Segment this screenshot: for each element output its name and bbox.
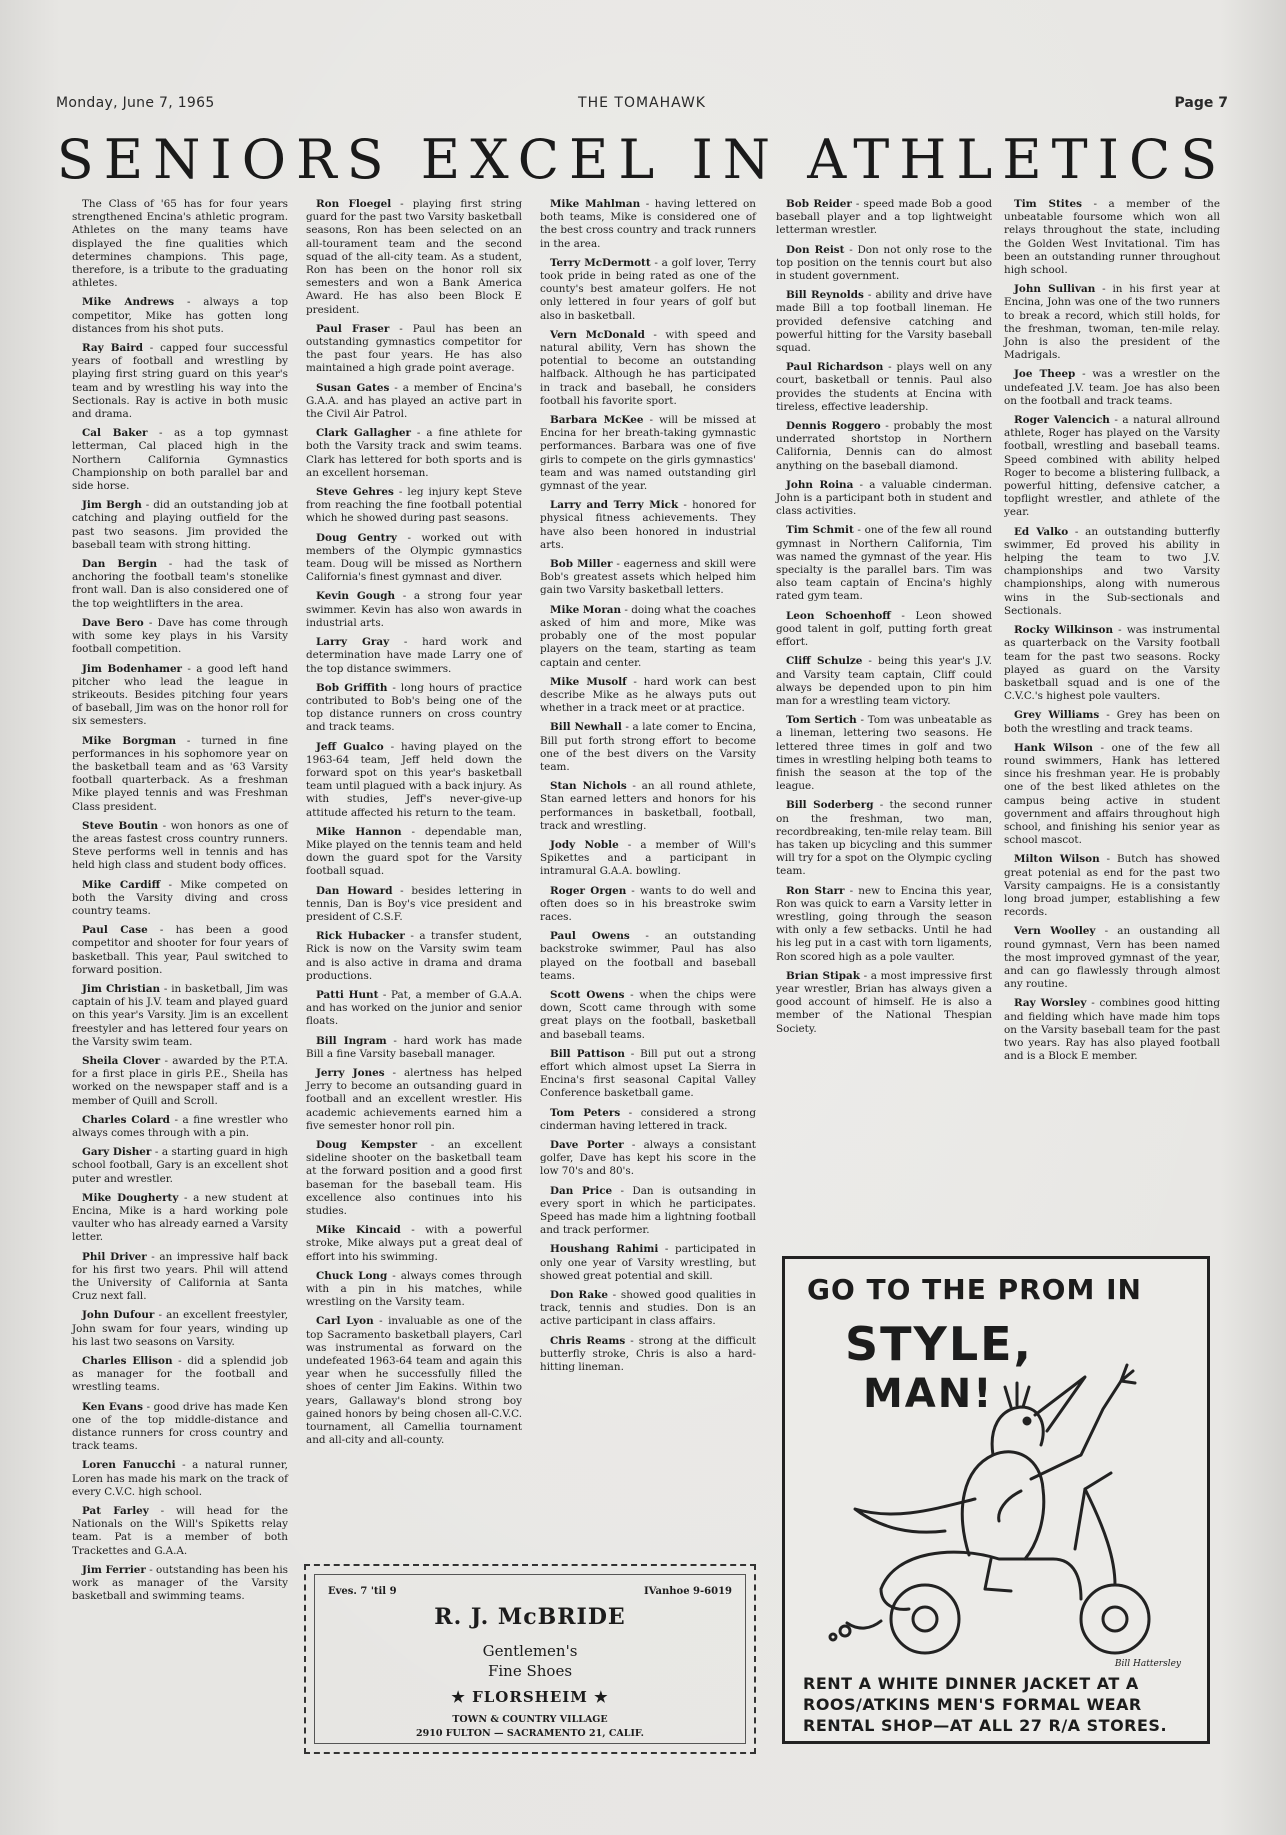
athlete-description: - one of the few all round swimmers, Hank has lettered since his freshman year. He is probably one of the best liked athletes on the campus being active in student government and affairs throughout high school, and finishing his senior year as school mascot. <box>1004 741 1220 847</box>
athlete-description: - in his first year at Encina, John was one of the two runners to break a record, which still holds, for the freshman, twoman, ten-mile relay. John is also the president of the Madrigals. <box>1004 283 1220 362</box>
athlete-name: Susan Gates <box>316 381 390 394</box>
athlete-description: - ability and drive have made Bill a top football lineman. He provided defensive catching and powerful hitting for the Varsity baseball squad. <box>776 289 992 355</box>
athlete-description: - a starting guard in high school football, Gary is an excellent shot puter and wrestler. <box>72 1146 288 1185</box>
athlete-entry <box>306 885 522 925</box>
athlete-name: Bob Miller <box>550 558 613 571</box>
article-column-4 <box>776 198 992 1042</box>
athlete-description: - hard work has made Bill a fine Varsity baseball manager. <box>306 1034 523 1060</box>
athlete-name: Stan Nichols <box>550 780 627 793</box>
athlete-description: - participated in only one year of Varsity wrestling, but showed great potential and skill. <box>540 1243 756 1282</box>
artist-signature: Bill Hattersley <box>1114 1659 1181 1669</box>
athlete-description: - a natural runner, Loren has made his mark on the track of every C.V.C. high school. <box>72 1459 288 1498</box>
athlete-name: Vern Woolley <box>1014 925 1096 938</box>
athlete-entry <box>1004 624 1220 703</box>
athlete-entry <box>776 198 992 238</box>
athlete-entry <box>72 1564 288 1604</box>
athlete-entry <box>776 799 992 878</box>
athlete-entry <box>72 1192 288 1245</box>
athlete-description: - an all round athlete, Stan earned letters and honors for his performances in basketball, football, track and wrestling. <box>540 780 756 832</box>
athlete-name: Bob Griffith <box>316 681 388 694</box>
athlete-name: Jeff Gualco <box>316 740 384 753</box>
athlete-description: - was instrumental as quarterback on the Varsity football team for the past two seasons. Rocky played as guard on the Varsity basketball squad and is one of the C.V.C.'s highest pole vaulters. <box>1004 624 1220 703</box>
headline: SENIORS EXCEL IN ATHLETICS <box>56 128 1228 191</box>
athlete-entry <box>72 1401 288 1454</box>
athlete-name: Houshang Rahimi <box>550 1243 659 1256</box>
athlete-description: - with a powerful stroke, Mike always put a great deal of effort into his swimming. <box>306 1224 523 1263</box>
athlete-name: Don Reist <box>786 243 845 256</box>
athlete-entry <box>306 1035 522 1061</box>
athlete-entry <box>72 617 288 657</box>
athlete-entry <box>776 420 992 473</box>
athlete-name: Bill Newhall <box>550 721 622 734</box>
athlete-name: Ron Floegel <box>316 198 392 210</box>
athlete-name: Carl Lyon <box>316 1315 374 1328</box>
athlete-entry <box>540 1185 756 1238</box>
athlete-description: - long hours of practice contributed to Bob's being one of the top distance runners on cross country and track teams. <box>306 681 522 734</box>
athlete-entry <box>540 558 756 598</box>
athlete-entry <box>776 655 992 708</box>
athlete-name: Tom Peters <box>550 1106 621 1119</box>
athlete-name: Brian Stipak <box>786 969 860 982</box>
athlete-entry <box>540 499 756 552</box>
athlete-entry <box>540 885 756 925</box>
athlete-name: Mike Dougherty <box>82 1191 179 1204</box>
athlete-name: Dan Price <box>550 1184 613 1197</box>
scooter-rear-wheel <box>891 1585 959 1653</box>
store-tagline-1: Gentlemen's <box>482 1642 578 1660</box>
mcbride-shoes-ad <box>304 1564 756 1754</box>
athlete-description: - Dan is outsanding in every sport in which he participates. Speed has made him a lightning football and track performer. <box>540 1184 757 1237</box>
athlete-name: Paul Richardson <box>786 361 884 374</box>
athlete-name: Jim Ferrier <box>82 1563 146 1576</box>
athlete-entry <box>540 989 756 1042</box>
athlete-description: - turned in fine performances in his sophomore year on the basketball team and as '63 Varsity football quarterback. As a freshman Mike played tennis and was Freshman Class president. <box>72 734 288 813</box>
athlete-description: - when the chips were down, Scott came through with some great plays on the football, basketball and baseball teams. <box>540 988 756 1041</box>
athlete-description: - an impressive half back for his first two years. Phil will attend the University of California at Santa Cruz next fall. <box>72 1250 288 1303</box>
athlete-description: - speed made Bob a good baseball player and a top lightweight letterman wrestler. <box>776 198 992 237</box>
athlete-entry <box>1004 526 1220 618</box>
column-entries <box>306 198 522 1447</box>
athlete-description: - dependable man, Mike played on the tennis team and held down the guard spot for the Varsity football squad. <box>306 825 522 878</box>
athlete-entry <box>72 735 288 814</box>
athlete-entry <box>540 257 756 323</box>
athlete-entry <box>72 342 288 421</box>
athlete-entry <box>540 839 756 879</box>
article-column-1 <box>72 198 288 1610</box>
athlete-entry <box>776 885 992 964</box>
athlete-name: Rick Hubacker <box>316 930 405 943</box>
athlete-description: - a fine athlete for both the Varsity track and swim teams. Clark has lettered for both sports and is an excellent horseman. <box>306 427 522 479</box>
athlete-entry <box>72 820 288 873</box>
athlete-entry <box>72 1055 288 1108</box>
store-phone: IVanhoe 9-6019 <box>644 1586 732 1597</box>
page-header <box>56 92 1228 114</box>
athlete-description: - invaluable as one of the top Sacramento basketball players, Carl was instrumental as forward on the undefeated 1963-64 team and again this year when he successfully filled the shoes of center Jim Eakins. Within two years, Gallaway's blond strong boy gained honors by being chosen all-C.V.C. tournament, all Camellia tournament and all-city and all-county. <box>306 1315 523 1447</box>
athlete-entry <box>306 930 522 983</box>
athlete-entry <box>72 983 288 1049</box>
athlete-description: - an oustanding all round gymnast, Vern has been named the most improved gymnast of the year, and can go flawlessly through almost any routine. <box>1004 925 1220 991</box>
athlete-name: Tim Schmit <box>786 524 854 537</box>
athlete-entry <box>540 676 756 716</box>
column-entries <box>540 198 756 1374</box>
scooter-front-wheel <box>1081 1585 1149 1653</box>
athlete-name: Bill Ingram <box>316 1034 387 1047</box>
athlete-description: - outstanding has been his work as manager of the Varsity basketball and swimming teams. <box>72 1563 288 1603</box>
athlete-description: - awarded by the P.T.A. for a first place in girls P.E., Sheila has worked on the newspaper staff and is a member of Quill and Scroll. <box>72 1054 289 1107</box>
athlete-description: - was a wrestler on the undefeated J.V. team. Joe has also been on the football and track teams. <box>1004 368 1220 407</box>
prom-headline-3: MAN! <box>863 1371 994 1417</box>
article-column-2 <box>306 198 522 1453</box>
newspaper-name: THE TOMAHAWK <box>578 95 706 111</box>
article-intro: The Class of '65 has for four years strengthened Encina's athletic program. Athletes on the many teams have displayed the fine qualities which determines champions. This page, therefore, is a tribute to the graduating athletes. <box>72 198 288 290</box>
athlete-entry <box>306 1067 522 1133</box>
athlete-name: Bill Reynolds <box>786 289 864 302</box>
athlete-description: - new to Encina this year, Ron was quick to earn a Varsity letter in wrestling, going through the season with only a few setbacks. Until he had his leg put in a cast with torn ligaments, Ron scored high as a pole vaulter. <box>776 884 992 963</box>
athlete-name: Joe Theep <box>1014 368 1076 381</box>
athlete-description: - a member of the unbeatable foursome which won all relays throughout the state, including the Golden West Invitational. Tim has been an outstanding runner throughout high school. <box>1004 198 1220 277</box>
athlete-entry <box>1004 368 1220 408</box>
athlete-name: Jim Bergh <box>82 499 142 512</box>
athlete-description: - besides lettering in tennis, Dan is Boy's vice president and president of C.S.F. <box>306 884 522 923</box>
athlete-entry <box>540 1139 756 1179</box>
athlete-name: Ray Worsley <box>1014 997 1087 1010</box>
athlete-name: Steve Gehres <box>316 486 394 499</box>
athlete-name: Mike Moran <box>550 603 622 616</box>
athlete-description: - will be missed at Encina for her breath-taking gymnastic performances. Barbara was one of five girls to compete on the girls gymnastics' team and was named outstanding girl gymnast of the year. <box>540 414 756 493</box>
athlete-entry <box>72 1114 288 1140</box>
athlete-description: - a strong four year swimmer. Kevin has also won awards in industrial arts. <box>306 590 522 629</box>
athlete-name: Ron Starr <box>786 884 845 897</box>
athlete-name: Bill Pattison <box>550 1047 625 1060</box>
athlete-description: - showed good qualities in track, tennis and studies. Don is an active participant in class affairs. <box>540 1289 757 1328</box>
athlete-description: - had the task of anchoring the football team's stonelike front wall. Dan is also considered one of the top weightlifters in the area. <box>72 558 288 610</box>
athlete-entry <box>72 1355 288 1395</box>
athlete-description: - Leon showed good talent in golf, putting forth great effort. <box>776 609 992 649</box>
athlete-entry <box>306 427 522 480</box>
athlete-description: - Pat, a member of G.A.A. and has worked on the junior and senior floats. <box>306 988 522 1028</box>
athlete-name: Loren Fanucchi <box>82 1459 176 1472</box>
athlete-description: - a transfer student, Rick is now on the Varsity swim team and is also active in drama and drama productions. <box>306 930 522 982</box>
column-entries <box>1004 198 1220 1063</box>
athlete-entry <box>776 610 992 650</box>
athlete-entry <box>1004 709 1220 735</box>
athlete-name: Scott Owens <box>550 988 625 1001</box>
athlete-description: - Tom was unbeatable as a lineman, lettering two seasons. He lettered three times in golf and two times in wrestling helping both teams to finish the season at the top of the league. <box>776 714 992 793</box>
athlete-entry <box>72 663 288 729</box>
athlete-entry <box>306 1224 522 1264</box>
athlete-name: Terry McDermott <box>550 256 651 269</box>
athlete-name: John Roina <box>786 478 854 491</box>
athlete-entry <box>1004 742 1220 848</box>
athlete-description: - worked out with members of the Olympic gymnastics team. Doug will be missed as Northern California's finest gymnast and diver. <box>306 531 522 584</box>
athlete-entry <box>776 479 992 519</box>
athlete-entry <box>776 524 992 603</box>
athlete-description: - a late comer to Encina, Bill put forth strong effort to become one of the best divers on the Varsity team. <box>540 721 756 773</box>
article-column-3 <box>540 198 756 1380</box>
athlete-name: Steve Boutin <box>82 819 159 832</box>
athlete-entry <box>72 1251 288 1304</box>
athlete-description: - a new student at Encina, Mike is a hard working pole vaulter who has already earned a Varsity letter. <box>72 1191 289 1244</box>
athlete-entry <box>72 1309 288 1349</box>
athlete-name: Mike Cardiff <box>82 878 161 891</box>
athlete-description: - always a consistant golfer, Dave has kept his score in the low 70's and 80's. <box>540 1139 756 1178</box>
athlete-description: - a good left hand pitcher who lead the league in strikeouts. Besides pitching four years of baseball, Jim was on the honor roll for six semesters. <box>72 662 288 728</box>
athlete-entry <box>540 198 756 251</box>
athlete-entry <box>540 1335 756 1375</box>
athlete-name: Phil Driver <box>82 1250 147 1263</box>
athlete-entry <box>72 296 288 336</box>
athlete-description: - in basketball, Jim was captain of his J.V. team and played guard on this year's Varsity. Jim is an excellent freestyler and has lettered four years on the Varsity swim team. <box>72 982 288 1048</box>
athlete-name: Leon Schoenhoff <box>786 609 891 622</box>
athlete-entry <box>306 989 522 1029</box>
athlete-entry <box>540 1107 756 1133</box>
athlete-description: - combines good hitting and fielding which have made him tops on the Varsity baseball team for the past two years. Ray has also played football and is a Block E member. <box>1004 997 1220 1063</box>
athlete-description: - a most impressive first year wrestler, Brian has always given a good account of himself. He is also a member of the National Thespian Society. <box>776 969 992 1035</box>
athlete-description: - always comes through with a pin in his matches, while wrestling on the Varsity team. <box>306 1269 522 1309</box>
athlete-entry <box>540 414 756 493</box>
athlete-entry <box>306 682 522 735</box>
athlete-name: Dan Howard <box>316 884 393 897</box>
prom-headline-2: STYLE, <box>845 1317 1034 1371</box>
athlete-description: - being this year's J.V. and Varsity team captain, Cliff could always be depended upon to pin him man for a wrestling team victory. <box>776 655 992 707</box>
athlete-entry <box>306 590 522 630</box>
athlete-name: Jody Noble <box>550 838 619 851</box>
athlete-entry <box>540 780 756 833</box>
athlete-name: Dave Bero <box>82 616 144 629</box>
athlete-description: - an excellent freestyler, John swam for four years, winding up his last two seasons on Varsity. <box>72 1309 288 1348</box>
athlete-name: Hank Wilson <box>1014 741 1093 754</box>
athlete-entry <box>540 1289 756 1329</box>
athlete-name: Mike Borgman <box>82 734 177 747</box>
athlete-description: - one of the few all round gymnast in Northern California, Tim was named the gymnast of the year. His specialty is the parallel bars. Tim was also team captain of Encina's highly rated gym team. <box>776 524 992 603</box>
athlete-name: Doug Kempster <box>316 1139 418 1151</box>
athlete-name: Charles Colard <box>82 1113 170 1126</box>
athlete-entry <box>72 924 288 977</box>
athlete-name: Dave Porter <box>550 1139 624 1151</box>
athlete-description: - plays well on any court, basketball or tennis. Paul also provides the students at Encina with tireless, effective leadership. <box>776 361 992 413</box>
athlete-entry <box>306 382 522 422</box>
prom-ad <box>782 1256 1210 1744</box>
athlete-name: Tim Stites <box>1014 198 1083 210</box>
athlete-name: Paul Fraser <box>316 322 390 335</box>
athlete-description: - doing what the coaches asked of him and more, Mike was probably one of the most popular players on the team, starting as team captain and center. <box>540 603 756 669</box>
athlete-name: Ray Baird <box>82 342 143 355</box>
athlete-description: - always a top competitor, Mike has gotten long distances from his shot puts. <box>72 296 289 335</box>
athlete-description: - Bill put out a strong effort which almost upset La Sierra in Encina's first seasonal Capital Valley Conference basketball game. <box>540 1047 756 1100</box>
athlete-description: - honored for physical fitness achievements. They have also been honored in industrial arts. <box>540 499 757 551</box>
athlete-name: Clark Gallagher <box>316 427 411 440</box>
athlete-entry <box>72 879 288 919</box>
athlete-description: - having lettered on both teams, Mike is considered one of the best cross country and track runners in the area. <box>540 198 756 250</box>
store-address-2: 2910 FULTON — SACRAMENTO 21, CALIF. <box>416 1728 644 1739</box>
store-address-1: TOWN & COUNTRY VILLAGE <box>452 1714 608 1725</box>
athlete-entry <box>540 1243 756 1283</box>
athlete-description: - a natural allround athlete, Roger has played on the Varsity football, wrestling and baseball teams. Speed combined with ability helped Roger to become a blistering fullback, a powerful hitting, defensive catcher, a topflight wrestler, and athlete of the year. <box>1004 414 1220 519</box>
flowing-scarf <box>855 1499 975 1532</box>
athlete-name: Don Rake <box>550 1289 608 1302</box>
athlete-name: Dan Bergin <box>82 558 158 571</box>
athlete-description: - a valuable cinderman. John is a participant both in student and class activities. <box>776 478 992 518</box>
athlete-entry <box>306 636 522 676</box>
athlete-entry <box>72 1146 288 1186</box>
athlete-name: Ken Evans <box>82 1400 143 1413</box>
athlete-name: Ed Valko <box>1014 525 1069 538</box>
athlete-entry <box>540 721 756 774</box>
column-entries <box>776 198 992 1036</box>
athlete-entry <box>540 329 756 408</box>
athlete-entry <box>306 741 522 820</box>
athlete-entry <box>540 1048 756 1101</box>
athlete-name: Cal Baker <box>82 427 148 440</box>
athlete-entry <box>540 604 756 670</box>
athlete-name: Pat Farley <box>82 1505 149 1518</box>
athlete-entry <box>776 970 992 1036</box>
athlete-name: Roger Valencich <box>1014 414 1110 427</box>
athlete-name: Chuck Long <box>316 1269 388 1282</box>
athlete-entry <box>306 198 522 317</box>
athlete-entry <box>306 826 522 879</box>
issue-date: Monday, June 7, 1965 <box>56 95 215 111</box>
athlete-description: - won honors as one of the areas fastest cross country runners. Steve performs well in tennis and has held high class and student body offices. <box>72 819 289 872</box>
athlete-name: Mike Hannon <box>316 825 402 838</box>
athlete-description: - eagerness and skill were Bob's greatest assets which helped him gain two Varsity basketball letters. <box>540 558 756 597</box>
athlete-description: - has been a good competitor and shooter for four years of basketball. This year, Paul switched to forward position. <box>72 924 288 976</box>
athlete-name: Mike Kincaid <box>316 1224 401 1237</box>
athlete-name: Rocky Wilkinson <box>1014 624 1114 637</box>
athlete-entry <box>306 1139 522 1218</box>
athlete-name: Roger Orgen <box>550 884 627 897</box>
athlete-description: - wants to do well and often does so in his breastroke swim races. <box>540 884 756 923</box>
athlete-name: Vern McDonald <box>550 328 645 341</box>
athlete-name: Paul Case <box>82 924 148 937</box>
athlete-description: - with speed and natural ability, Vern has shown the potential to become an outstanding halfback. Although he has participated in track and baseball, he considers football his favorite sport. <box>540 328 757 407</box>
athlete-description: - Grey has been on both the wrestling and track teams. <box>1004 709 1220 735</box>
athlete-name: Kevin Gough <box>316 590 396 603</box>
athlete-name: Larry and Terry Mick <box>550 499 679 512</box>
athlete-entry <box>776 714 992 793</box>
scooter-body <box>881 1552 1081 1599</box>
athlete-name: Mike Musolf <box>550 675 627 688</box>
athlete-name: Milton Wilson <box>1014 853 1100 866</box>
athlete-description: - as a top gymnast letterman, Cal placed high in the Northern California Gymnastics Championship on both parallel bar and side horse. <box>72 427 288 493</box>
athlete-entry <box>776 244 992 284</box>
athlete-name: Gary Disher <box>82 1146 152 1159</box>
athlete-description: - playing first string guard for the past two Varsity basketball seasons, Ron has been selected on an all-tourament team and the second squad of the all-city team. As a student, Ron has been on the honor roll six semesters and won a Bank America Award. He has also been Block E president. <box>306 198 522 316</box>
athlete-entry <box>306 1315 522 1447</box>
store-name: R. J. McBRIDE <box>434 1604 626 1630</box>
athlete-entry <box>72 558 288 611</box>
athlete-name: Jerry Jones <box>316 1066 385 1079</box>
athlete-description: - a member of Will's Spikettes and a participant in intramural G.A.A. bowling. <box>540 838 756 878</box>
athlete-name: Chris Reams <box>550 1334 626 1347</box>
store-hours: Eves. 7 'til 9 <box>328 1586 397 1597</box>
athlete-description: - hard work and determination have made Larry one of the top distance swimmers. <box>306 636 522 675</box>
athlete-entry <box>540 930 756 983</box>
athlete-name: John Sullivan <box>1014 283 1096 296</box>
athlete-name: Jim Bodenhamer <box>82 662 183 675</box>
athlete-name: Paul Owens <box>550 930 630 943</box>
athlete-name: Bob Reider <box>786 198 852 210</box>
athlete-entry <box>1004 283 1220 362</box>
athlete-name: Mike Andrews <box>82 296 175 309</box>
athlete-entry <box>72 1459 288 1499</box>
athlete-description: - a fine wrestler who always comes through with a pin. <box>72 1113 288 1139</box>
athlete-description: - Paul has been an outstanding gymnastics competitor for the past four years. He has also maintained a high grade point average. <box>306 322 522 375</box>
athlete-entry <box>306 532 522 585</box>
athlete-description: - a member of Encina's G.A.A. and has played an active part in the Civil Air Patrol. <box>306 381 522 421</box>
athlete-entry <box>72 427 288 493</box>
athlete-name: Tom Sertich <box>786 714 857 727</box>
athlete-description: - Don not only rose to the top position on the tennis court but also in student government. <box>776 243 992 283</box>
store-brand: ★ FLORSHEIM ★ <box>451 1688 609 1706</box>
athlete-name: Doug Gentry <box>316 531 397 544</box>
athlete-entry <box>306 1270 522 1310</box>
athlete-name: Sheila Clover <box>82 1054 161 1067</box>
athlete-entry <box>776 289 992 355</box>
athlete-name: Charles Ellison <box>82 1355 173 1368</box>
athlete-description: - an outstanding backstroke swimmer, Paul has also played on the football and baseball teams. <box>540 930 756 982</box>
athlete-description: - strong at the difficult butterfly stroke, Chris is also a hard-hitting lineman. <box>540 1334 756 1374</box>
athlete-entry <box>72 1505 288 1558</box>
athlete-description: - considered a strong cinderman having lettered in track. <box>540 1106 756 1132</box>
prom-rent-text: RENT A WHITE DINNER JACKET AT A ROOS/ATKINS MEN'S FORMAL WEAR RENTAL SHOP—AT ALL 27 R/A STORES. <box>803 1674 1168 1735</box>
athlete-description: - an excellent sideline shooter on the basketball team at the forward position and a good first baseman for the baseball team. His excellence also continues into his studies. <box>306 1139 522 1218</box>
store-tagline-2: Fine Shoes <box>487 1662 573 1680</box>
athlete-name: Barbara McKee <box>550 414 644 427</box>
athlete-name: Jim Christian <box>82 982 161 995</box>
athlete-name: Larry Gray <box>316 636 390 649</box>
athlete-description: - having played on the 1963-64 team, Jeff held down the forward spot on this year's basketball team until plagued with a back injury. As with studies, Jeff's never-give-up attitude affected his return to the team. <box>306 740 522 819</box>
athlete-name: Mike Mahlman <box>550 198 641 210</box>
athlete-entry <box>1004 925 1220 991</box>
athlete-description: - did a splendid job as manager for the football and wrestling teams. <box>72 1355 289 1394</box>
athlete-description: - the second runner on the freshman, two man, recordbreaking, ten-mile relay team. Bill has taken up bicycling and this summer will try for a spot on the Olympic cycling team. <box>776 799 992 878</box>
athlete-entry <box>72 499 288 552</box>
athlete-name: Cliff Schulze <box>786 655 863 668</box>
athlete-description: - a golf lover, Terry took pride in being rated as one of the county's best amateur golfers. He not only lettered in four years of golf but also in basketball. <box>540 256 756 322</box>
athlete-entry <box>1004 997 1220 1063</box>
athlete-description: - hard work can best describe Mike as he always puts out whether in a track meet or at practice. <box>540 675 756 715</box>
athlete-entry <box>1004 198 1220 277</box>
athlete-description: - leg injury kept Steve from reaching the fine football potential which he showed during past seasons. <box>306 486 522 525</box>
athlete-description: - probably the most underrated shortstop in Northern California, Dennis can do almost anything on the baseball diamond. <box>776 420 992 472</box>
athlete-description: - Butch has showed great potenial as end for the past two Varsity campaigns. He is a consistantly long broad jumper, establishing a few records. <box>1004 853 1220 919</box>
athlete-description: - an outstanding butterfly swimmer, Ed proved his ability in helping the team to two J.V. championships and two Varsity championships, along with numerous wins in the Sub-sectionals and Sectionals. <box>1004 525 1220 617</box>
athlete-entry <box>1004 414 1220 520</box>
column-entries <box>72 296 288 1603</box>
athlete-entry <box>776 361 992 414</box>
athlete-entry <box>1004 853 1220 919</box>
athlete-entry <box>306 486 522 526</box>
athlete-description: - good drive has made Ken one of the top middle-distance and distance runners for cross country and track teams. <box>72 1400 289 1453</box>
athlete-description: - alertness has helped Jerry to become an outsanding guard in football and an excellent wrestler. His academic achievements earned him a five semester honor roll pin. <box>306 1066 522 1132</box>
prom-headline-1: GO TO THE PROM IN <box>807 1273 1142 1306</box>
athlete-description: - capped four successful years of football and wrestling by playing first string guard on this year's team and by wrestling his way into the Sectionals. Ray is active in both music and drama. <box>72 342 288 421</box>
athlete-description: - will head for the Nationals on the Will's Spiketts relay team. Pat is a member of both Trackettes and G.A.A. <box>72 1505 288 1557</box>
athlete-name: John Dufour <box>82 1309 155 1322</box>
athlete-name: Grey Williams <box>1014 709 1100 722</box>
page-number: Page 7 <box>1174 95 1228 111</box>
athlete-name: Bill Soderberg <box>786 799 874 812</box>
athlete-name: Patti Hunt <box>316 988 379 1001</box>
athlete-name: Dennis Roggero <box>786 420 881 433</box>
athlete-entry <box>306 323 522 376</box>
athlete-description: - did an outstanding job at catching and playing outfield for the past two seasons. Jim provided the baseball team with strong hitting. <box>72 499 288 551</box>
athlete-description: - Dave has come through with some key plays in his Varsity football competition. <box>72 616 288 656</box>
article-column-5 <box>1004 198 1220 1069</box>
athlete-description: - Mike competed on both the Varsity diving and cross country teams. <box>72 878 288 917</box>
